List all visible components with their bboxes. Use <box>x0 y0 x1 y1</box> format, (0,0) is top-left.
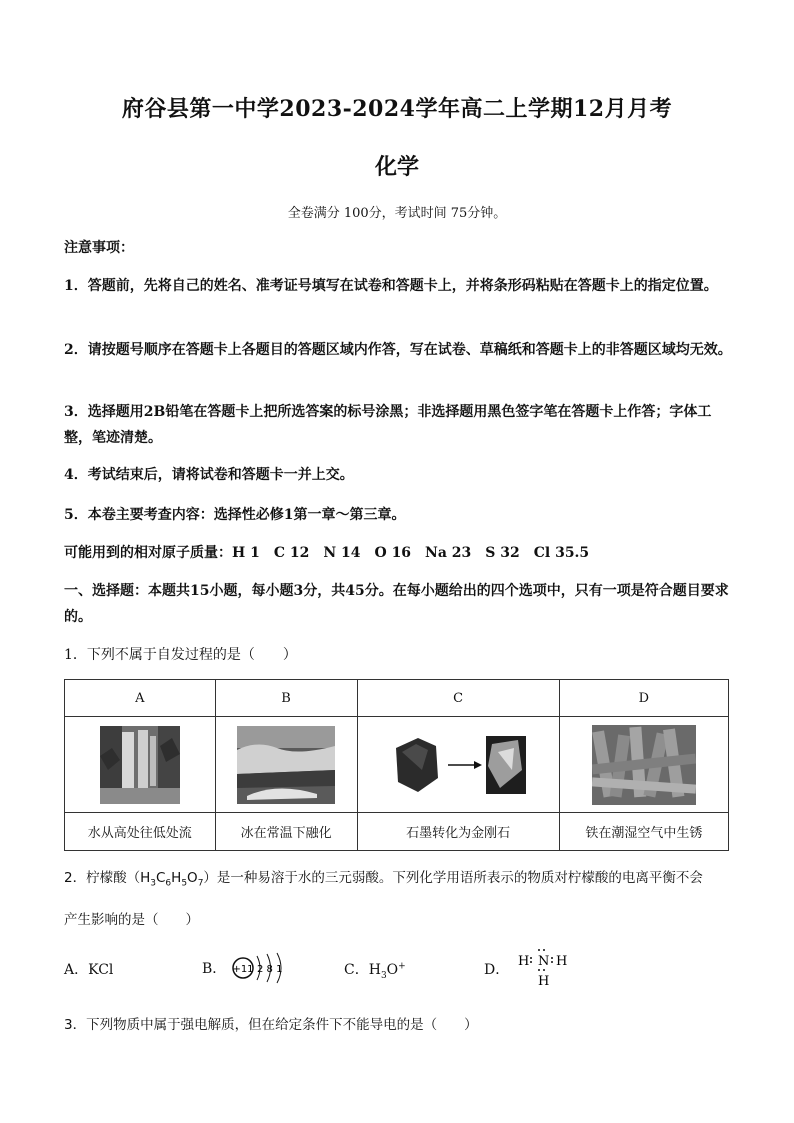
q1-option-b-label: B <box>215 680 357 717</box>
q2-options <box>64 945 734 995</box>
q1-option-c-caption: 石墨转化为金刚石 <box>357 813 559 851</box>
q1-option-d-image-cell <box>559 717 728 813</box>
sodium-atom-structure-diagram <box>231 951 291 985</box>
q1-option-d-caption: 铁在潮湿空气中生锈 <box>559 813 728 851</box>
q2-option-a-label: A． <box>64 962 89 978</box>
q2-stem-prefix: 2．柠檬酸（ <box>64 870 141 886</box>
citric-acid-formula: $H_3C_6H_5O_7$ <box>140 870 204 889</box>
q1-option-b-caption: 冰在常温下融化 <box>215 813 357 851</box>
q2-option-d <box>484 945 574 995</box>
exam-title: 府谷县第一中学2023-2024学年高二上学期12月月考 <box>121 96 673 122</box>
q1-option-c-image-cell <box>357 717 559 813</box>
q1-option-a-image-cell <box>65 717 216 813</box>
svg-text:H: H <box>537 974 550 989</box>
q2-option-a-text: KCl <box>88 962 114 978</box>
q2-stem-line2: 产生影响的是（ ） <box>64 911 199 928</box>
q1-option-a-label: A <box>65 680 216 717</box>
note-item-2: 2．请按题号顺序在答题卡上各题目的答题区域内作答，写在试卷、草稿纸和答题卡上的非答题区域均无效。 <box>64 342 732 358</box>
q2-option-b <box>202 951 291 985</box>
q2-option-c <box>344 959 406 981</box>
note-item-1: 1．答题前，先将自己的姓名、准考证号填写在试卷和答题卡上，并将条形码粘贴在答题卡上的指定位置。 <box>64 278 718 294</box>
section-heading: 一、选择题：本题共15小题，每小题3分，共45分。在每小题给出的四个选项中，只有一项是符合题目要求的。 <box>64 583 729 625</box>
ice-melting-image <box>237 726 335 804</box>
q3-stem: 3．下列物质中属于强电解质，但在给定条件下不能导电的是（ ） <box>64 1017 478 1033</box>
svg-text:H: H <box>555 954 568 969</box>
note-item-4: 4．考试结束后，请将试卷和答题卡一并上交。 <box>64 467 354 483</box>
score-note: 全卷满分 100分，考试时间 75分钟。 <box>287 206 507 221</box>
graphite-to-diamond-image <box>388 730 528 800</box>
q2-option-b-label: B． <box>202 961 227 977</box>
q1-option-a-caption: 水从高处往低处流 <box>65 813 216 851</box>
waterfall-image <box>100 726 180 804</box>
q2-option-d-label: D． <box>484 962 510 978</box>
q2-stem-suffix: ）是一种易溶于水的三元弱酸。下列化学用语所表示的物质对柠檬酸的电离平衡不会 <box>203 870 703 886</box>
q1-stem: 1．下列不属于自发过程的是（ ） <box>64 647 297 663</box>
subject-title: 化学 <box>374 154 419 180</box>
q2-option-c-label: C． <box>344 962 369 978</box>
ammonia-electron-dot-diagram <box>514 945 574 995</box>
q2-stem <box>64 860 734 938</box>
q1-option-c-label: C <box>357 680 559 717</box>
q1-option-d-label: D <box>559 680 728 717</box>
atomic-masses: 可能用到的相对原子质量：H 1 C 12 N 14 O 16 Na 23 S 32 Cl 35.5 <box>64 545 590 561</box>
q2-option-a <box>64 959 113 979</box>
note-item-5: 5．本卷主要考查内容：选择性必修1第一章～第三章。 <box>64 507 406 523</box>
notes-heading: 注意事项： <box>64 240 134 256</box>
nucleus-charge: +11 <box>232 964 254 975</box>
note-item-3: 3．选择题用2B铅笔在答题卡上把所选答案的标号涂黑；非选择题用黑色签字笔在答题卡上作答；字体工整，笔迹清楚。 <box>64 404 712 446</box>
hydronium-formula: $H_3O^+$ <box>368 961 406 981</box>
electron-shells: 2 8 1 <box>256 964 283 975</box>
q1-options-table <box>64 679 729 851</box>
svg-text:N: N <box>537 954 550 969</box>
svg-text:H: H <box>517 954 530 969</box>
q1-option-b-image-cell <box>215 717 357 813</box>
rusty-iron-image <box>592 725 696 805</box>
